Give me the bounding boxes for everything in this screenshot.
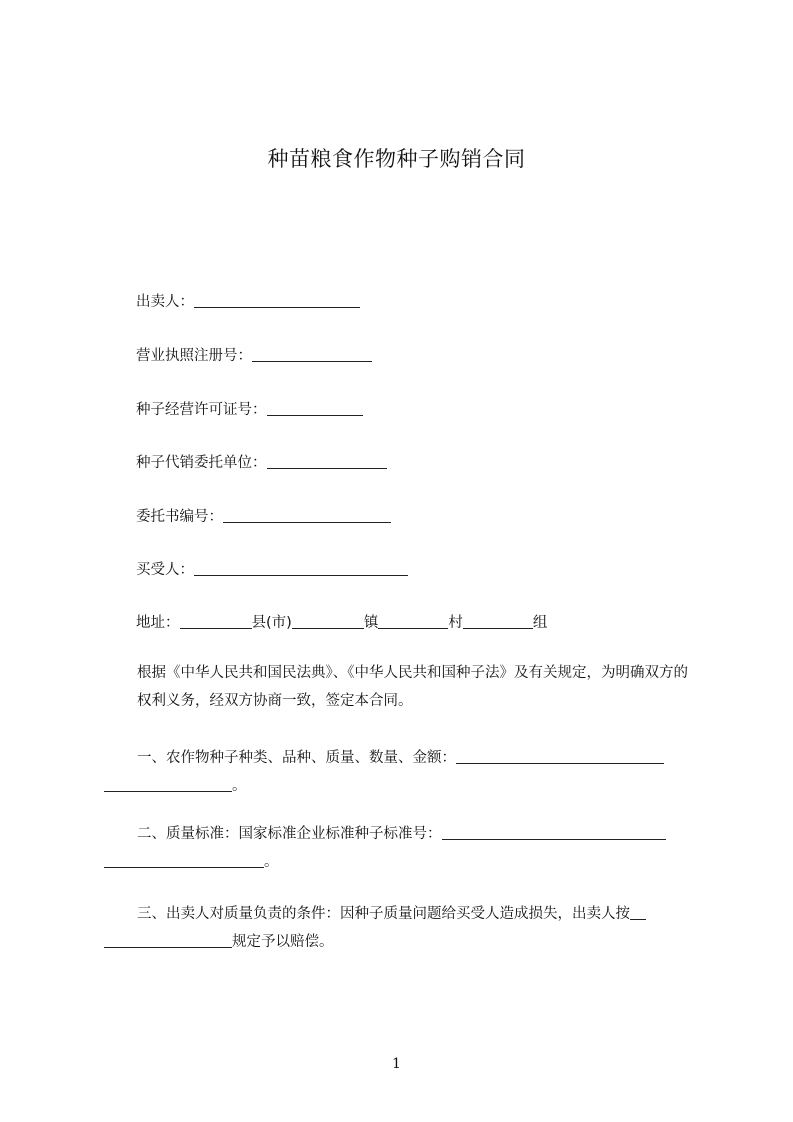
clause-3-blank-b[interactable]	[104, 933, 232, 948]
contract-title: 种苗粮食作物种子购销合同	[267, 147, 526, 171]
clause-2-end: 。	[264, 854, 279, 870]
clause-3	[104, 900, 702, 956]
agent-unit-blank[interactable]	[267, 454, 387, 469]
entrust-no-label: 委托书编号：	[136, 509, 223, 525]
license-no-blank[interactable]	[252, 347, 372, 362]
county-blank[interactable]	[180, 614, 252, 629]
buyer-field	[136, 560, 408, 580]
seller-field	[136, 292, 360, 312]
group-label: 组	[532, 615, 548, 631]
address-label: 地址：	[136, 615, 180, 631]
entrust-no-field	[136, 507, 391, 527]
clause-3-blank-a[interactable]	[630, 905, 646, 920]
clause-1-blank-a[interactable]	[456, 749, 664, 764]
seed-permit-label: 种子经营许可证号：	[136, 402, 267, 418]
clause-2	[104, 820, 702, 876]
seller-label: 出卖人：	[136, 294, 194, 310]
village-label: 村	[448, 615, 463, 631]
entrust-no-blank[interactable]	[223, 508, 391, 523]
clause-1-label: 一、农作物种子种类、品种、质量、数量、金额：	[137, 750, 456, 766]
license-no-label: 营业执照注册号：	[136, 348, 252, 364]
license-no-field	[136, 346, 372, 366]
buyer-label: 买受人：	[136, 562, 194, 578]
address-field	[136, 613, 547, 633]
clause-3-end: 规定予以赔偿。	[232, 934, 334, 950]
buyer-blank[interactable]	[194, 561, 408, 576]
county-label: 县(市)	[251, 615, 292, 631]
seed-permit-blank[interactable]	[267, 401, 363, 416]
seed-permit-field	[136, 400, 363, 420]
intro-text: 根据《中华人民共和国民法典》、《中华人民共和国种子法》及有关规定，为明确双方的权利义务，经双方协商一致，签定本合同。	[137, 665, 688, 709]
clause-3-label: 三、出卖人对质量负责的条件：因种子质量问题给买受人造成损失，出卖人按	[137, 906, 630, 922]
group-blank[interactable]	[463, 614, 533, 629]
village-blank[interactable]	[378, 614, 448, 629]
town-blank[interactable]	[292, 614, 364, 629]
intro-paragraph	[104, 659, 702, 715]
clause-2-blank-b[interactable]	[104, 853, 264, 868]
clause-2-label: 二、质量标准：国家标准企业标准种子标准号：	[137, 826, 442, 842]
clause-1-blank-b[interactable]	[104, 777, 232, 792]
agent-unit-field	[136, 453, 387, 473]
agent-unit-label: 种子代销委托单位：	[136, 455, 267, 471]
clause-1-end: 。	[232, 778, 247, 794]
page-number: 1	[392, 1056, 401, 1072]
seller-blank[interactable]	[194, 293, 360, 308]
clause-2-blank-a[interactable]	[442, 825, 666, 840]
town-label: 镇	[363, 615, 379, 631]
clause-1	[104, 744, 702, 800]
